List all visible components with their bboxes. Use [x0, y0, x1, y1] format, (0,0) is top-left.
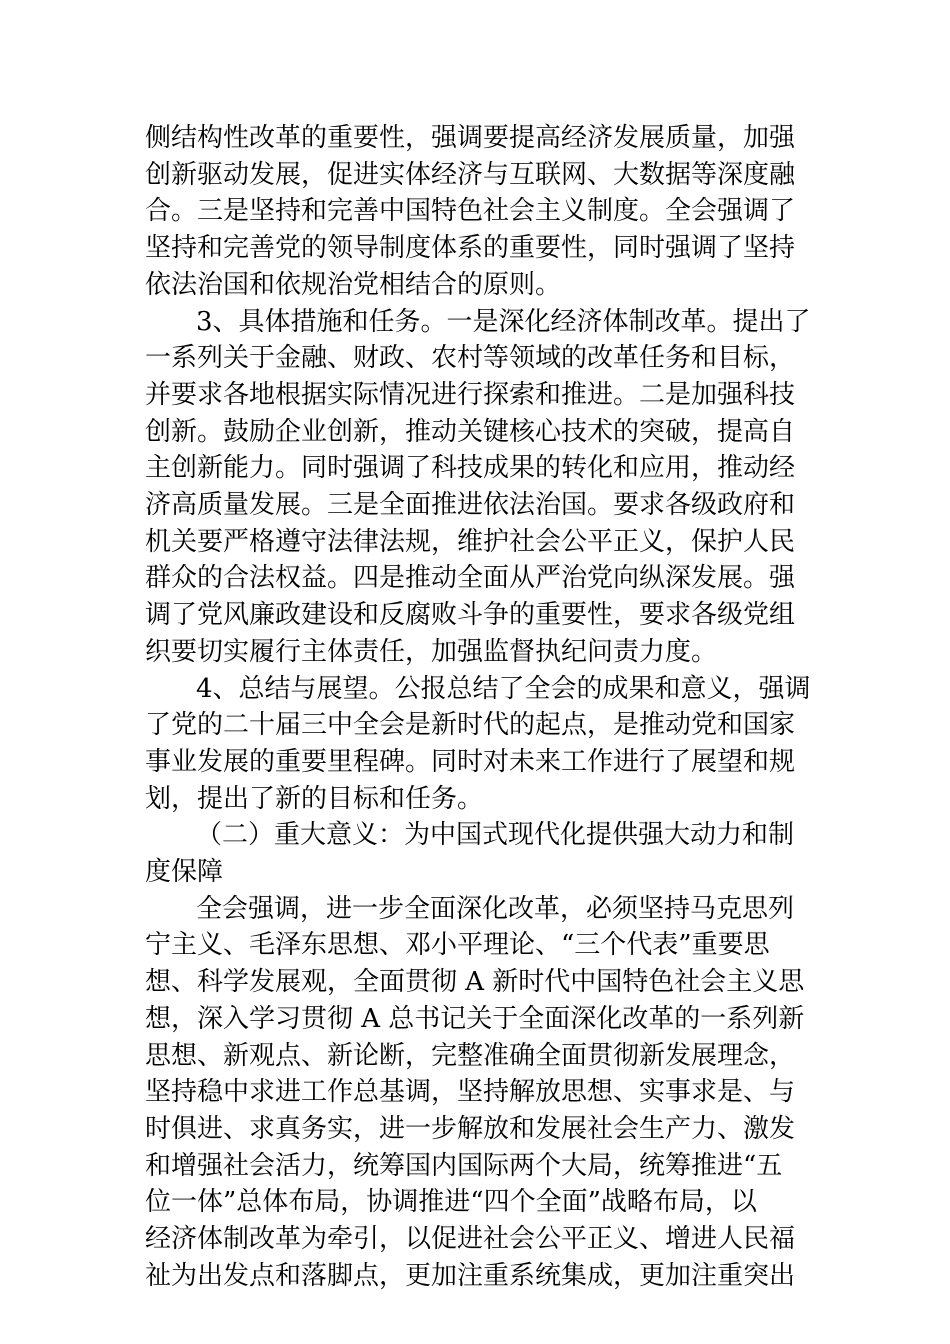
text-line: 想、科学发展观，全面贯彻 A 新时代中国特色社会主义思	[145, 967, 805, 997]
text-line: 思想、新观点、新论断，完整准确全面贯彻新发展理念，	[145, 1041, 796, 1071]
section-heading: （二）重大意义：为中国式现代化提供强大动力和制	[196, 820, 795, 850]
text-line: 4、总结与展望。公报总结了全会的成果和意义，强调	[196, 674, 811, 704]
text-line: 想，深入学习贯彻 A 总书记关于全面深化改革的一系列新	[145, 1004, 805, 1034]
text-line: 合。三是坚持和完善中国特色社会主义制度。全会强调了	[145, 196, 796, 226]
text-line: 了党的二十届三中全会是新时代的起点，是推动党和国家	[145, 710, 796, 740]
section-heading: 度保障	[145, 857, 224, 887]
text-line: 创新。鼓励企业创新，推动关键核心技术的突破，提高自	[145, 417, 796, 447]
text-line: 3、具体措施和任务。一是深化经济体制改革。提出了	[196, 307, 811, 337]
text-line: 宁主义、毛泽东思想、邓小平理论、“三个代表”重要思	[145, 930, 770, 960]
text-line: 依法治国和依规治党相结合的原则。	[145, 270, 562, 300]
text-line: 群众的合法权益。四是推动全面从严治党向纵深发展。强	[145, 563, 796, 593]
text-line: 全会强调，进一步全面深化改革，必须坚持马克思列	[196, 894, 795, 924]
text-line: 祉为出发点和落脚点，更加注重系统集成，更加注重突出	[145, 1261, 796, 1291]
text-line: 事业发展的重要里程碑。同时对未来工作进行了展望和规	[145, 747, 796, 777]
text-line: 织要切实履行主体责任，加强监督执纪问责力度。	[145, 637, 718, 667]
text-line: 坚持稳中求进工作总基调，坚持解放思想、实事求是、与	[145, 1077, 796, 1107]
text-line: 位一体”总体布局，协调推进“四个全面”战略布局，以	[145, 1187, 757, 1217]
text-line: 机关要严格遵守法律法规，维护社会公平正义，保护人民	[145, 527, 796, 557]
text-line: 一系列关于金融、财政、农村等领域的改革任务和目标，	[145, 343, 796, 373]
text-line: 划，提出了新的目标和任务。	[145, 784, 484, 814]
text-line: 经济体制改革为牵引，以促进社会公平正义、增进人民福	[145, 1224, 796, 1254]
text-line: 并要求各地根据实际情况进行探索和推进。二是加强科技	[145, 380, 796, 410]
text-line: 时俱进、求真务实，进一步解放和发展社会生产力、激发	[145, 1114, 796, 1144]
text-line: 主创新能力。同时强调了科技成果的转化和应用，推动经	[145, 453, 796, 483]
text-line: 济高质量发展。三是全面推进依法治国。要求各级政府和	[145, 490, 796, 520]
text-line: 调了党风廉政建设和反腐败斗争的重要性，要求各级党组	[145, 600, 796, 630]
text-line: 创新驱动发展，促进实体经济与互联网、大数据等深度融	[145, 160, 796, 190]
text-line: 侧结构性改革的重要性，强调要提高经济发展质量，加强	[145, 123, 796, 153]
text-line: 和增强社会活力，统筹国内国际两个大局，统筹推进“五	[145, 1151, 783, 1181]
text-line: 坚持和完善党的领导制度体系的重要性，同时强调了坚持	[145, 233, 796, 263]
